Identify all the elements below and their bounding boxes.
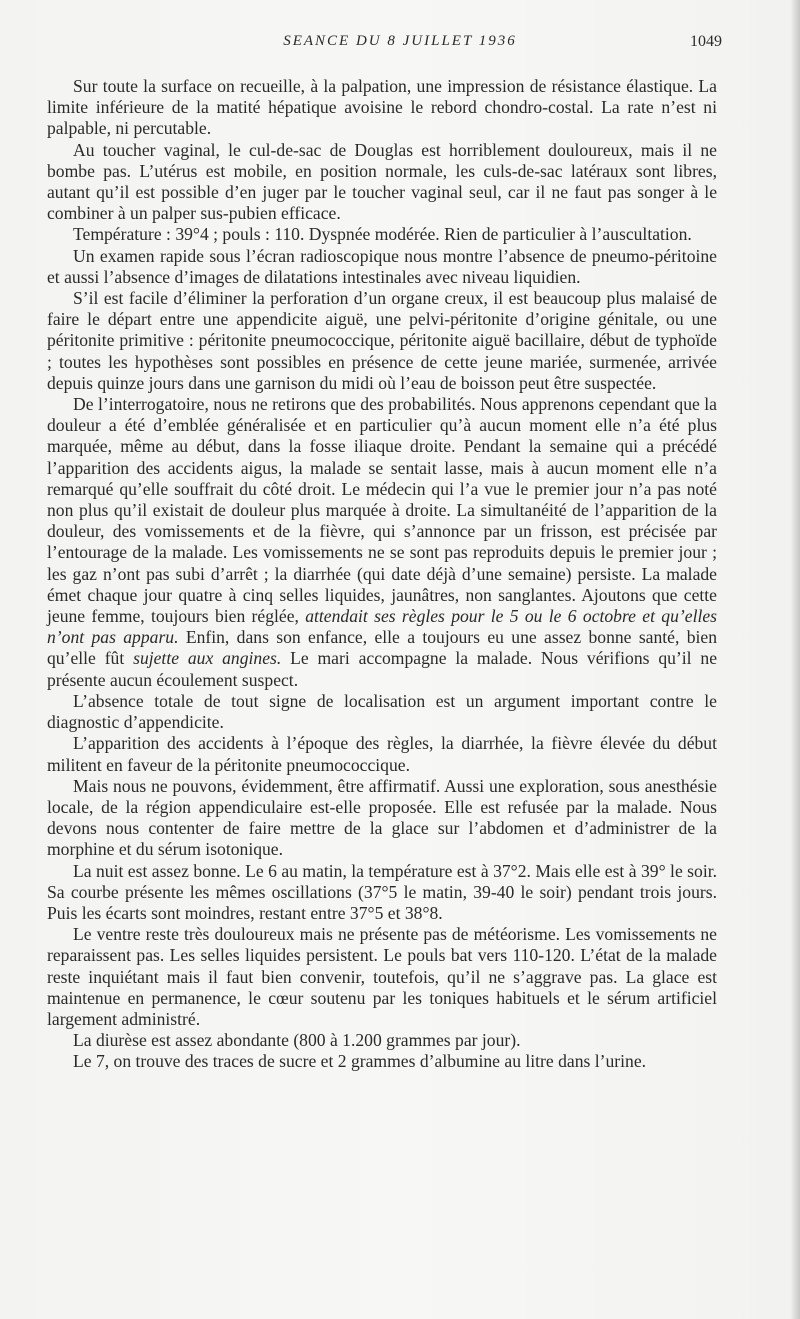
paragraph-diurese: La diurèse est assez abondante (800 à 1.200 grammes par jour). (73, 1030, 521, 1051)
paragraph-radioscopie: Un examen rapide sous l’écran radioscopique nous montre l’absence de pneumo-péritoine et aussi l’absence d’images de dilatations intestinales avec niveau liquidien. (47, 245, 717, 287)
running-title: SEANCE DU 8 JUILLET 1936 (283, 33, 517, 49)
paragraph-toucher-vaginal: Au toucher vaginal, le cul-de-sac de Douglas est horriblement douloureux, mais il ne bombe pas. L’utérus est mobile, en position normale, les culs-de-sac latéraux sont libres, autant qu’il est possible d’en juger par le toucher vaginal seul, car il ne faut pas songer à le combiner à un palper sus-pubien efficace. (47, 139, 717, 224)
running-head (0, 33, 800, 53)
paragraph-ventre-douloureux: Le ventre reste très douloureux mais ne présente pas de météorisme. Les vomissements ne reparaissent pas. Les selles liquides persistent. Le pouls bat vers 110-120. L’état de la malade reste inquiétant mais il faut bien convenir, toutefois, qu’il ne s’aggrave pas. La glace est maintenue en permanence, le cœur soutenu par les toniques habituels et le sérum artificiel largement administré. (47, 924, 717, 1029)
paragraph-diagnostic-differentiel: S’il est facile d’éliminer la perforation d’un organe creux, il est beaucoup plus malaisé de faire le départ entre une appendicite aiguë, une pelvi-péritonite d’origine génitale, ou une péritonite primitive : péritonite pneumococcique, péritonite aiguë bacillaire, début de typhoïde ; toutes les hypothèses sont possibles en présence de cette jeune mariée, surmenée, arrivée depuis quinze jours dans une garnison du midi où l’eau de boisson peut être suspectée. (47, 288, 717, 393)
paragraph-peritonite-pneumococcique: L’apparition des accidents à l’époque des règles, la diarrhée, la fièvre élevée du début militent en faveur de la péritonite pneumococcique. (47, 733, 717, 775)
paragraph-evolution-temperature: La nuit est assez bonne. Le 6 au matin, la température est à 37°2. Mais elle est à 39° le soir. Sa courbe présente les mêmes oscillations (37°5 le matin, 39-40 le soir) pendant trois jours. Puis les écarts sont moindres, restant entre 37°5 et 38°8. (47, 860, 717, 923)
page-number: 1049 (690, 33, 722, 50)
paragraph-temperature: Température : 39°4 ; pouls : 110. Dyspnée modérée. Rien de particulier à l’auscultation. (73, 224, 692, 245)
interrogatoire-italic-regles: attendait ses règles pour le 5 ou le 6 octobre et qu’elles n’ont pas apparu. (47, 606, 717, 648)
interrogatoire-italic-angines: sujette aux angines. (133, 648, 282, 669)
interrogatoire-text-1: De l’interrogatoire, nous ne retirons que des probabilités. Nous apprenons cependant que la douleur a été d’emblée généralisée et en particulier qu’à aucun moment elle n’a été plus marquée, même au début, dans la fosse iliaque droite. Pendant la semaine qui a précédé l’apparition des accidents aigus, la malade se sentait lasse, mais à aucun moment elle n’a remarqué qu’elle souffrait du côté droit. Le médecin qui l’a vue le premier jour n’a pas noté non plus qu’il existait de douleur plus marquée à droite. La simultanéité de l’apparition de la douleur, des vomissements et de la fièvre, qui s’annonce par un frisson, est précisée par l’entourage de la malade. Les vomissements ne se sont pas reproduits depuis le premier jour ; les gaz n’ont pas subi d’arrêt ; la diarrhée (qui date déjà d’une semaine) persiste. La malade émet chaque jour quatre à cinq selles liquides, jaunâtres, non sanglantes. Ajoutons que cette jeune femme, toujours bien réglée, (47, 394, 717, 627)
interrogatoire-text-3: Le mari accompagne la malade. Nous vérifions qu’il ne présente aucun écoulement suspect. (47, 648, 717, 690)
body-text (47, 76, 717, 1073)
interrogatoire-text-2: Enfin, dans son enfance, elle a toujours eu une assez bonne santé, bien qu’elle fût (47, 627, 718, 669)
paragraph-interrogatoire (47, 394, 717, 691)
paragraph-absence-localisation: L’absence totale de tout signe de localisation est un argument important contre le diagnostic d’appendicite. (47, 690, 717, 733)
paragraph-urine: Le 7, on trouve des traces de sucre et 2 grammes d’albumine au litre dans l’urine. (73, 1051, 647, 1072)
paragraph-exploration: Mais nous ne pouvons, évidemment, être affirmatif. Aussi une exploration, sous anesthésie locale, de la région appendiculaire est-elle proposée. Elle est refusée par la malade. Nous devons nous contenter de faire mettre de la glace sur l’abdomen et d’administrer de la morphine et du sérum isotonique. (47, 775, 717, 860)
page-edge-shadow (790, 0, 800, 1319)
paragraph-palpation: Sur toute la surface on recueille, à la palpation, une impression de résistance élastique. La limite inférieure de la matité hépatique avoisine le rebord chondro-costal. La rate n’est ni palpable, ni percutable. (47, 76, 717, 139)
